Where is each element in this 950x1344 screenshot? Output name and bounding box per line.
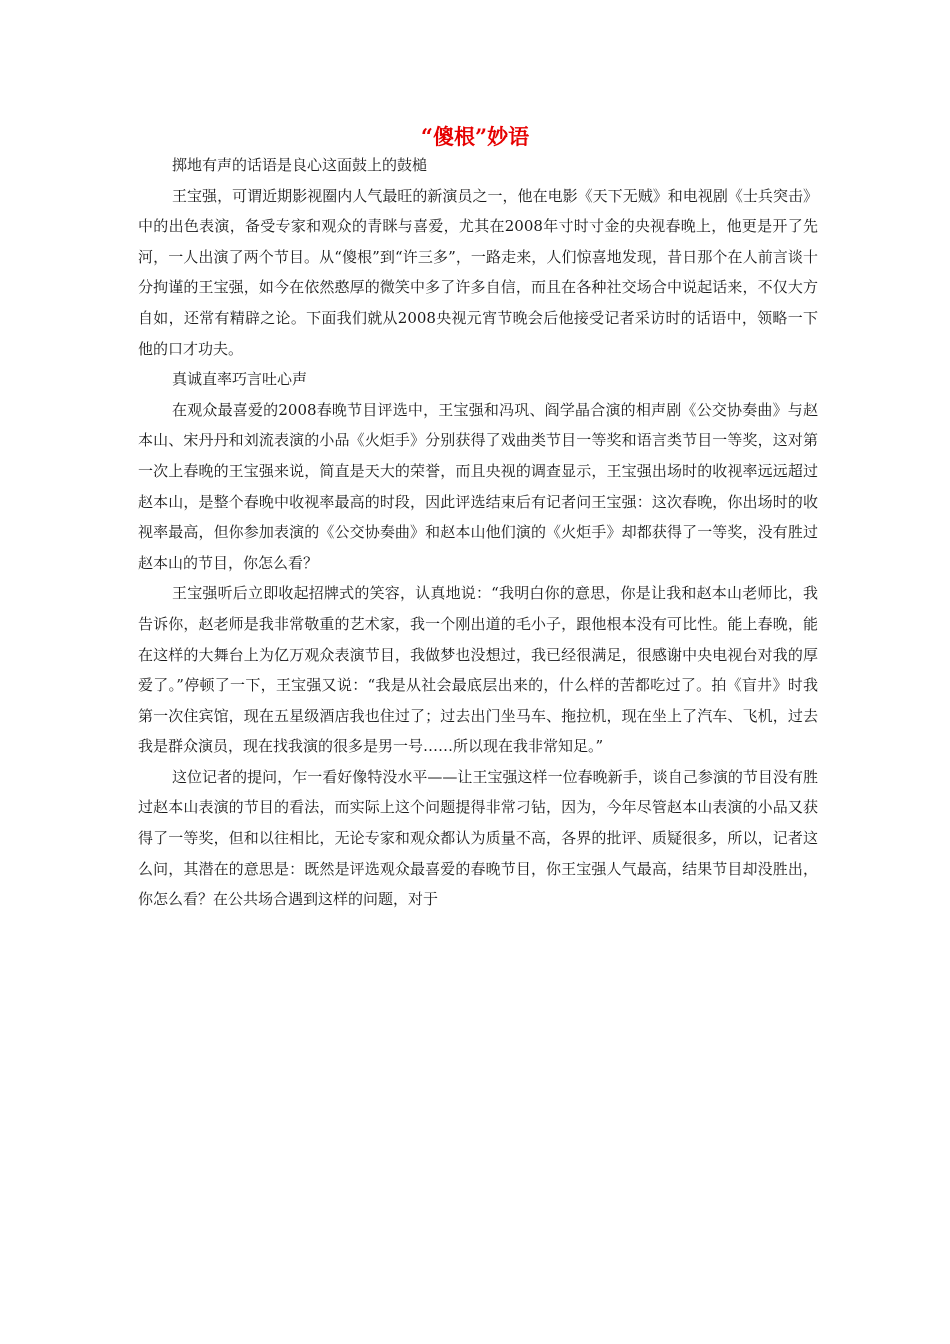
body-paragraph: 这位记者的提问，乍一看好像特没水平——让王宝强这样一位春晚新手，谈自己参演的节目没有胜过赵本山表演的节目的看法，而实际上这个问题提得非常刁钻，因为，今年尽管赵本山表演的小品又获得了一等奖，但和以往相比，无论专家和观众都认为质量不高，各界的批评、质疑很多，所以，记者这么问，其潜在的意思是：既然是评选观众最喜爱的春晚节目，你王宝强人气最高，结果节目却没胜出，你怎么看？在公共场合遇到这样的问题，对于 — [138, 767, 818, 909]
subheading-paragraph: 真诚直率巧言吐心声 — [172, 370, 308, 389]
document-body — [138, 150, 818, 915]
body-paragraph: 在观众最喜爱的2008春晚节目评选中，王宝强和冯巩、阎学晶合演的相声剧《公交协奏曲》与赵本山、宋丹丹和刘流表演的小品《火炬手》分别获得了戏曲类节目一等奖和语言类节目一等奖，这对第一次上春晚的王宝强来说，简直是天大的荣誉，而且央视的调查显示，王宝强出场时的收视率远远超过赵本山，是整个春晚中收视率最高的时段，因此评选结束后有记者问王宝强：这次春晚，你出场时的收视率最高，但你参加表演的《公交协奏曲》和赵本山他们演的《火炬手》却都获得了一等奖，没有胜过赵本山的节目，你怎么看？ — [138, 400, 818, 572]
body-paragraph: 王宝强听后立即收起招牌式的笑容，认真地说：“我明白你的意思，你是让我和赵本山老师比，我告诉你，赵老师是我非常敬重的艺术家，我一个刚出道的毛小子，跟他根本没有可比性。能上春晚，能在这样的大舞台上为亿万观众表演节目，我做梦也没想过，我已经很满足，很感谢中央电视台对我的厚爱了。”停顿了一下，王宝强又说：“我是从社会最底层出来的，什么样的苦都吃过了。拍《盲井》时我第一次住宾馆，现在五星级酒店我也住过了；过去出门坐马车、拖拉机，现在坐上了汽车、飞机，过去我是群众演员，现在找我演的很多是男一号……所以现在我非常知足。” — [138, 584, 818, 756]
document-title: “傻根”妙语 — [420, 124, 530, 149]
body-paragraph: 王宝强，可谓近期影视圈内人气最旺的新演员之一，他在电影《天下无贼》和电视剧《士兵突击》中的出色表演，备受专家和观众的青眯与喜爱，尤其在2008年寸时寸金的央视春晚上，他更是开了先河，一人出演了两个节目。从“傻根”到“许三多”，一路走来，人们惊喜地发现，昔日那个在人前言谈十分拘谨的王宝强，如今在依然憨厚的微笑中多了许多自信，而且在各种社交场合中说起话来，不仅大方自如，还常有精辟之论。下面我们就从2008央视元宵节晚会后他接受记者采访时的话语中，领略一下他的口才功夫。 — [138, 186, 818, 358]
subheading-paragraph: 掷地有声的话语是良心这面鼓上的鼓槌 — [172, 156, 428, 174]
